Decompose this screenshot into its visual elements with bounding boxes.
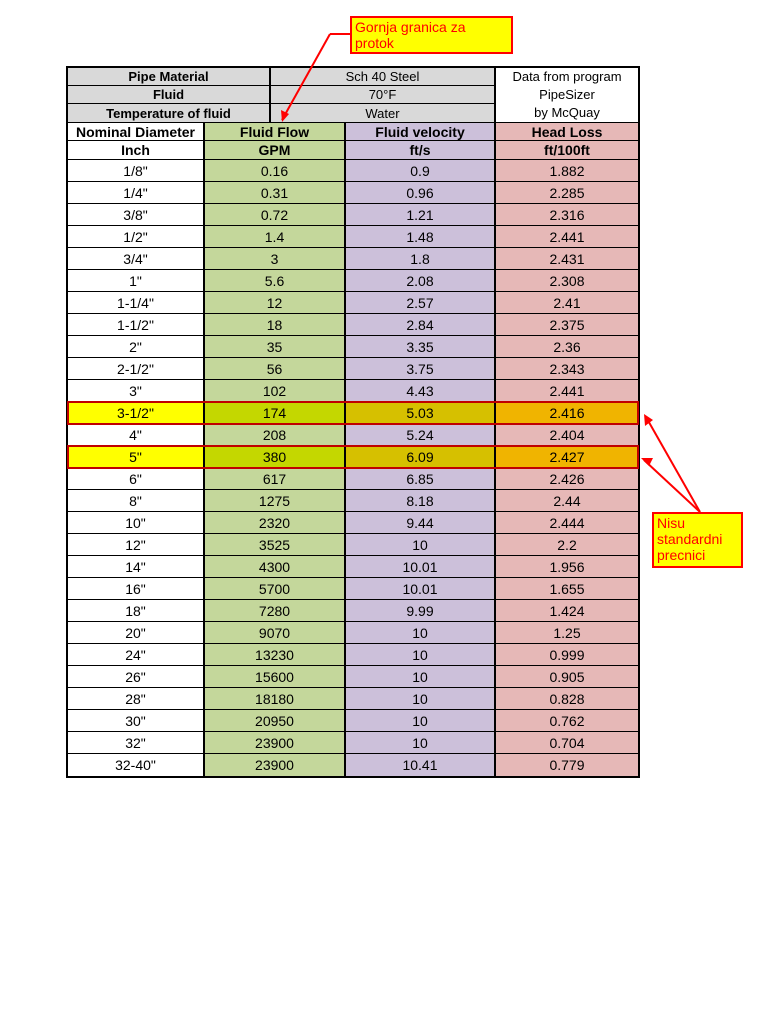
cell-diameter: 30" xyxy=(68,710,205,731)
cell-diameter: 16" xyxy=(68,578,205,599)
cell-velocity: 3.75 xyxy=(346,358,496,379)
cell-flow: 5.6 xyxy=(205,270,346,291)
table-row xyxy=(68,314,638,336)
cell-headloss: 2.343 xyxy=(496,358,638,379)
cell-flow: 208 xyxy=(205,424,346,445)
cell-velocity: 1.48 xyxy=(346,226,496,247)
cell-diameter: 32-40" xyxy=(68,754,205,776)
cell-velocity: 1.21 xyxy=(346,204,496,225)
data-rows xyxy=(68,160,638,776)
unit-headloss: ft/100ft xyxy=(496,141,638,159)
cell-diameter: 1/8" xyxy=(68,160,205,181)
cell-flow: 0.16 xyxy=(205,160,346,181)
table-row xyxy=(68,336,638,358)
cell-flow: 9070 xyxy=(205,622,346,643)
cell-headloss: 1.25 xyxy=(496,622,638,643)
table-row xyxy=(68,270,638,292)
data-source-note xyxy=(496,68,638,122)
table-row xyxy=(68,666,638,688)
cell-diameter: 3/8" xyxy=(68,204,205,225)
cell-diameter: 2" xyxy=(68,336,205,357)
table-row xyxy=(68,754,638,776)
cell-diameter: 5" xyxy=(68,446,205,467)
header-headloss: Head Loss xyxy=(496,123,638,140)
cell-diameter: 3" xyxy=(68,380,205,401)
cell-headloss: 2.285 xyxy=(496,182,638,203)
cell-headloss: 2.316 xyxy=(496,204,638,225)
cell-diameter: 1" xyxy=(68,270,205,291)
cell-headloss: 2.441 xyxy=(496,380,638,401)
cell-velocity: 0.96 xyxy=(346,182,496,203)
cell-flow: 23900 xyxy=(205,754,346,776)
table-row xyxy=(68,226,638,248)
cell-velocity: 8.18 xyxy=(346,490,496,511)
cell-velocity: 5.24 xyxy=(346,424,496,445)
table-row xyxy=(68,710,638,732)
cell-flow: 18 xyxy=(205,314,346,335)
cell-flow: 617 xyxy=(205,468,346,489)
cell-velocity: 10 xyxy=(346,666,496,687)
cell-velocity: 4.43 xyxy=(346,380,496,401)
unit-row xyxy=(68,141,638,160)
cell-diameter: 8" xyxy=(68,490,205,511)
cell-velocity: 5.03 xyxy=(346,402,496,423)
cell-flow: 380 xyxy=(205,446,346,467)
cell-flow: 13230 xyxy=(205,644,346,665)
info-row xyxy=(68,104,494,122)
cell-headloss: 2.404 xyxy=(496,424,638,445)
cell-velocity: 6.09 xyxy=(346,446,496,467)
cell-flow: 56 xyxy=(205,358,346,379)
cell-flow: 0.31 xyxy=(205,182,346,203)
cell-headloss: 2.441 xyxy=(496,226,638,247)
cell-velocity: 2.84 xyxy=(346,314,496,335)
cell-headloss: 0.905 xyxy=(496,666,638,687)
cell-velocity: 9.44 xyxy=(346,512,496,533)
cell-headloss: 1.956 xyxy=(496,556,638,577)
cell-velocity: 10.41 xyxy=(346,754,496,776)
cell-flow: 174 xyxy=(205,402,346,423)
info-block xyxy=(68,68,638,123)
cell-velocity: 10 xyxy=(346,710,496,731)
table-row xyxy=(68,292,638,314)
cell-diameter: 4" xyxy=(68,424,205,445)
table-row xyxy=(68,204,638,226)
cell-headloss: 2.431 xyxy=(496,248,638,269)
table-row xyxy=(68,358,638,380)
unit-diameter: Inch xyxy=(68,141,205,159)
cell-headloss: 2.375 xyxy=(496,314,638,335)
side-note-arrow-line xyxy=(644,460,700,512)
table-row xyxy=(68,622,638,644)
top-annotation-note xyxy=(350,16,513,54)
cell-diameter: 2-1/2" xyxy=(68,358,205,379)
cell-diameter: 12" xyxy=(68,534,205,555)
cell-flow: 3525 xyxy=(205,534,346,555)
cell-velocity: 2.57 xyxy=(346,292,496,313)
info-value: Sch 40 Steel xyxy=(271,68,494,85)
cell-headloss: 2.308 xyxy=(496,270,638,291)
cell-headloss: 2.2 xyxy=(496,534,638,555)
cell-headloss: 2.416 xyxy=(496,402,638,423)
table-row xyxy=(68,182,638,204)
cell-headloss: 2.427 xyxy=(496,446,638,467)
table-row xyxy=(68,490,638,512)
pipe-sizing-table xyxy=(66,66,640,778)
cell-flow: 0.72 xyxy=(205,204,346,225)
unit-flow: GPM xyxy=(205,141,346,159)
cell-diameter: 3/4" xyxy=(68,248,205,269)
cell-velocity: 10.01 xyxy=(346,578,496,599)
cell-headloss: 2.36 xyxy=(496,336,638,357)
cell-velocity: 3.35 xyxy=(346,336,496,357)
cell-headloss: 0.779 xyxy=(496,754,638,776)
cell-flow: 102 xyxy=(205,380,346,401)
table-row xyxy=(68,534,638,556)
cell-headloss: 2.426 xyxy=(496,468,638,489)
cell-velocity: 10 xyxy=(346,688,496,709)
side-note-arrow-line xyxy=(646,417,700,512)
column-header-row xyxy=(68,123,638,141)
table-row xyxy=(68,248,638,270)
table-row xyxy=(68,160,638,182)
table-row xyxy=(68,600,638,622)
cell-velocity: 10.01 xyxy=(346,556,496,577)
cell-headloss: 2.444 xyxy=(496,512,638,533)
table-row xyxy=(68,424,638,446)
table-row xyxy=(68,644,638,666)
unit-velocity: ft/s xyxy=(346,141,496,159)
cell-diameter: 1/2" xyxy=(68,226,205,247)
cell-headloss: 1.655 xyxy=(496,578,638,599)
cell-diameter: 6" xyxy=(68,468,205,489)
cell-flow: 2320 xyxy=(205,512,346,533)
source-line: by McQuay xyxy=(534,105,600,120)
table-row xyxy=(68,512,638,534)
cell-diameter: 1-1/2" xyxy=(68,314,205,335)
cell-velocity: 0.9 xyxy=(346,160,496,181)
cell-flow: 1.4 xyxy=(205,226,346,247)
table-row xyxy=(68,732,638,754)
table-row-highlighted xyxy=(68,446,638,468)
side-annotation-note xyxy=(652,512,743,568)
table-row xyxy=(68,556,638,578)
side-annotation-text: Nisu standardni precnici xyxy=(657,515,723,563)
info-label: Pipe Material xyxy=(68,68,271,85)
cell-flow: 3 xyxy=(205,248,346,269)
cell-diameter: 14" xyxy=(68,556,205,577)
cell-headloss: 0.999 xyxy=(496,644,638,665)
cell-diameter: 32" xyxy=(68,732,205,753)
cell-headloss: 0.828 xyxy=(496,688,638,709)
info-label: Fluid xyxy=(68,86,271,103)
source-line: PipeSizer xyxy=(539,87,595,102)
cell-velocity: 10 xyxy=(346,732,496,753)
cell-flow: 18180 xyxy=(205,688,346,709)
info-label: Temperature of fluid xyxy=(68,104,271,122)
cell-flow: 1275 xyxy=(205,490,346,511)
cell-flow: 12 xyxy=(205,292,346,313)
cell-flow: 5700 xyxy=(205,578,346,599)
cell-headloss: 1.882 xyxy=(496,160,638,181)
header-flow: Fluid Flow xyxy=(205,123,346,140)
cell-velocity: 10 xyxy=(346,644,496,665)
cell-headloss: 0.704 xyxy=(496,732,638,753)
top-annotation-text: Gornja granica za protok xyxy=(355,19,466,51)
info-row xyxy=(68,68,494,86)
info-row xyxy=(68,86,494,104)
arrowhead-icon xyxy=(644,414,653,426)
info-value: 70°F xyxy=(271,86,494,103)
header-diameter: Nominal Diameter xyxy=(68,123,205,140)
cell-headloss: 1.424 xyxy=(496,600,638,621)
cell-velocity: 1.8 xyxy=(346,248,496,269)
cell-flow: 35 xyxy=(205,336,346,357)
info-value: Water xyxy=(271,104,494,122)
cell-flow: 15600 xyxy=(205,666,346,687)
cell-headloss: 2.41 xyxy=(496,292,638,313)
cell-headloss: 2.44 xyxy=(496,490,638,511)
cell-flow: 20950 xyxy=(205,710,346,731)
arrowhead-icon xyxy=(641,458,653,466)
cell-velocity: 2.08 xyxy=(346,270,496,291)
cell-flow: 23900 xyxy=(205,732,346,753)
cell-headloss: 0.762 xyxy=(496,710,638,731)
table-row xyxy=(68,578,638,600)
header-velocity: Fluid velocity xyxy=(346,123,496,140)
cell-flow: 4300 xyxy=(205,556,346,577)
cell-diameter: 1-1/4" xyxy=(68,292,205,313)
cell-diameter: 1/4" xyxy=(68,182,205,203)
source-line: Data from program xyxy=(512,69,622,84)
info-rows xyxy=(68,68,496,122)
cell-diameter: 26" xyxy=(68,666,205,687)
cell-diameter: 3-1/2" xyxy=(68,402,205,423)
table-row-highlighted xyxy=(68,402,638,424)
cell-flow: 7280 xyxy=(205,600,346,621)
cell-diameter: 10" xyxy=(68,512,205,533)
cell-diameter: 28" xyxy=(68,688,205,709)
cell-diameter: 18" xyxy=(68,600,205,621)
table-row xyxy=(68,688,638,710)
table-row xyxy=(68,468,638,490)
table-row xyxy=(68,380,638,402)
cell-velocity: 9.99 xyxy=(346,600,496,621)
cell-diameter: 24" xyxy=(68,644,205,665)
cell-velocity: 6.85 xyxy=(346,468,496,489)
cell-velocity: 10 xyxy=(346,534,496,555)
cell-velocity: 10 xyxy=(346,622,496,643)
cell-diameter: 20" xyxy=(68,622,205,643)
